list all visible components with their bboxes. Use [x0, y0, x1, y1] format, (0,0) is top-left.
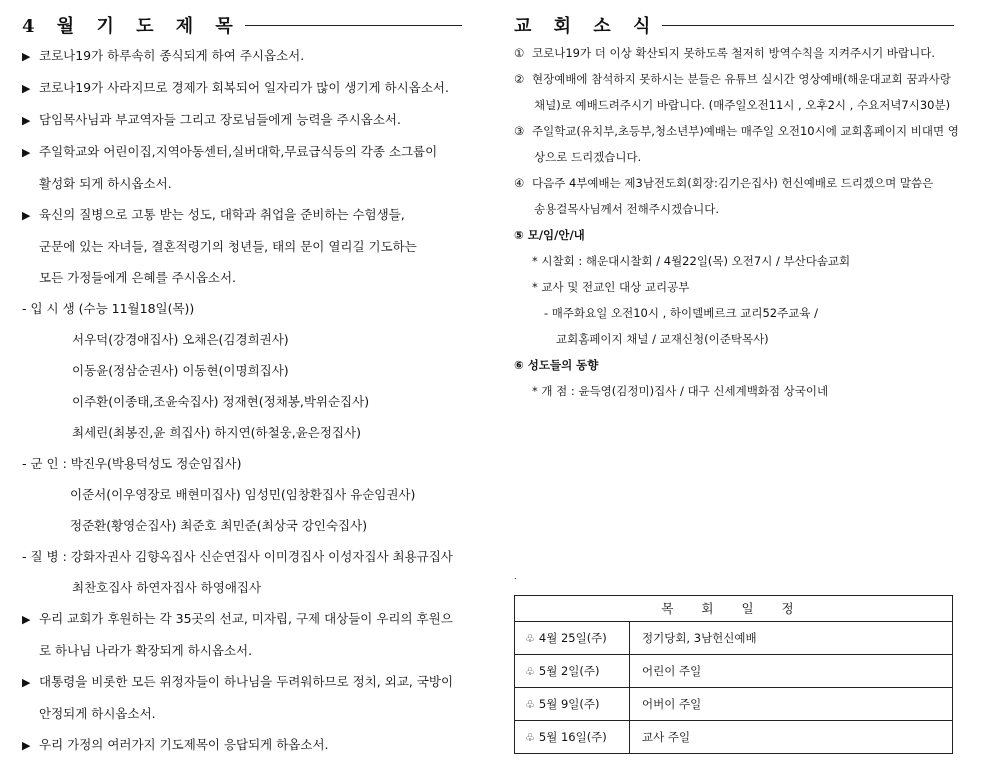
schedule-date-text: 5월 9일(주) — [538, 697, 600, 711]
schedule-row — [515, 720, 952, 753]
exam-student: 이주환(이종태,조윤숙집사) 정재현(정채봉,박위순집사) — [72, 394, 370, 409]
news-header — [514, 10, 954, 40]
news-list — [514, 40, 959, 222]
news-number: ④ — [514, 176, 525, 190]
news-title-rule — [662, 25, 954, 26]
prayer-item-text: 주일학교와 어린이집,지역아동센터,실버대학,무료급식등의 각종 소그룹이 — [39, 144, 438, 159]
prayer-list — [22, 40, 462, 293]
prayer-item — [22, 698, 462, 729]
schedule-table — [514, 595, 953, 754]
bullet-arrow-icon: ▶ — [22, 676, 31, 689]
bullet-arrow-icon: ▶ — [22, 146, 31, 159]
news-item — [514, 144, 954, 170]
prayer-item — [22, 231, 462, 262]
prayer-item — [22, 635, 462, 666]
prayer-item — [22, 666, 462, 698]
bullet-arrow-icon: ▶ — [22, 613, 31, 626]
schedule-event: 어버이 주일 — [642, 697, 702, 711]
prayer-item — [22, 199, 462, 231]
prayer-item-text: 코로나19가 하루속히 종식되게 하여 주시옵소서. — [39, 48, 305, 63]
soldier-names — [22, 479, 462, 541]
notice-title: ⑤ 모/임/안/내 — [514, 228, 585, 242]
schedule-row — [515, 687, 952, 720]
notice-item: * 교사 및 전교인 대상 교리공부 — [532, 280, 690, 294]
exam-label: - 입 시 생 (수능 11월18일(목)) — [22, 301, 195, 316]
prayer-title: 4 월 기 도 제 목 — [22, 16, 241, 37]
exam-student: 서우덕(강경애집사) 오채은(김경희권사) — [72, 332, 289, 347]
prayer-item-text: 안정되게 하시옵소서. — [39, 706, 156, 721]
exam-names — [22, 324, 462, 448]
prayer-item-text: 군문에 있는 자녀들, 결혼적령기의 청년들, 태의 문이 열리길 기도하는 — [39, 239, 417, 254]
members-item: * 개 점 : 윤득영(김정미)집사 / 대구 신세계백화점 상국이네 — [532, 384, 829, 398]
schedule-date-text: 5월 16일(주) — [538, 730, 607, 744]
news-number: ① — [514, 46, 525, 60]
prayer-item-text: 우리 가정의 여러가지 기도제목이 응답되게 하옵소서. — [39, 737, 329, 752]
news-item-text: 다음주 4부예배는 제3남전도회(회장:김기은집사) 헌신예배로 드리겠으며 말씀은 — [532, 176, 934, 190]
prayer-item — [22, 603, 462, 635]
bullet-arrow-icon: ▶ — [22, 82, 31, 95]
clover-icon: ♧ — [525, 631, 535, 645]
prayer-item — [22, 40, 462, 72]
soldier-name: 정준환(황영순집사) 최준호 최민준(최상국 강인숙집사) — [70, 518, 368, 533]
exam-student: 최세린(최봉진,윤 희집사) 하지연(하철웅,윤은정집사) — [72, 425, 361, 440]
schedule-event: 어린이 주일 — [642, 664, 702, 678]
news-item-text: 코로나19가 더 이상 확산되지 못하도록 철저히 방역수칙을 지켜주시기 바랍니다. — [532, 46, 936, 60]
schedule-date-text: 4월 25일(주) — [538, 631, 607, 645]
news-item-text: 채널)로 예배드려주시기 바랍니다. (매주일오전11시 , 오후2시 , 수요저녁7시30분) — [534, 98, 951, 112]
bullet-arrow-icon: ▶ — [22, 209, 31, 222]
prayer-header — [22, 10, 462, 40]
bullet-arrow-icon: ▶ — [22, 739, 31, 752]
members-title: ⑥ 성도들의 동향 — [514, 358, 599, 372]
news-section — [514, 10, 959, 404]
news-item — [514, 40, 954, 66]
schedule-date — [515, 655, 630, 687]
schedule-event: 교사 주일 — [642, 730, 691, 744]
notice-item: - 매주화요일 오전10시 , 하이델베르크 교리52주교육 / — [544, 306, 818, 320]
sick-names-cont: 최찬호집사 하연자집사 하영애집사 — [72, 580, 262, 595]
schedule-rows — [515, 622, 952, 753]
schedule-event: 정기당회, 3남헌신예배 — [642, 631, 757, 645]
news-title: 교 회 소 식 — [514, 16, 659, 37]
schedule-row — [515, 622, 952, 654]
schedule-date — [515, 688, 630, 720]
schedule-date-text: 5월 2일(주) — [538, 664, 600, 678]
prayer-item-text: 활성화 되게 하시옵소서. — [39, 176, 172, 191]
prayer-item-text: 우리 교회가 후원하는 각 35곳의 선교, 미자립, 구제 대상들이 우리의 후원으 — [39, 611, 453, 626]
prayer-item — [22, 104, 462, 136]
prayer-item — [22, 729, 462, 761]
news-item — [514, 66, 954, 92]
sick-label: - 질 병 : 강화자권사 김향옥집사 신순연집사 이미경집사 이성자집사 최용규집사 — [22, 549, 453, 564]
news-item-text: 주일학교(유치부,초등부,청소년부)예배는 매주일 오전10시에 교회홈페이지 비대면 영 — [532, 124, 959, 138]
prayer-item — [22, 136, 462, 168]
prayer-title-rule — [245, 25, 462, 26]
news-item — [514, 196, 954, 222]
notice-item: 교회홈페이지 채널 / 교재신청(이준탁목사) — [556, 332, 769, 346]
clover-icon: ♧ — [525, 697, 535, 711]
schedule-title: 목 회 일 정 — [515, 596, 952, 622]
schedule-date — [515, 721, 630, 753]
news-item — [514, 92, 954, 118]
stray-dot: . — [514, 572, 517, 581]
prayer-item-text: 육신의 질병으로 고통 받는 성도, 대학과 취업을 준비하는 수험생들, — [39, 207, 405, 222]
notice-item: * 시찰회 : 해운대시찰회 / 4월22일(목) 오전7시 / 부산다솜교회 — [532, 254, 851, 268]
prayer-item-text: 모든 가정들에게 은혜를 주시옵소서. — [39, 270, 237, 285]
news-item — [514, 170, 954, 196]
news-item-text: 송용걸목사님께서 전해주시겠습니다. — [534, 202, 720, 216]
bullet-arrow-icon: ▶ — [22, 114, 31, 127]
soldier-label: - 군 인 : 박진우(박용덕성도 정순임집사) — [22, 456, 242, 471]
news-item-text: 상으로 드리겠습니다. — [534, 150, 642, 164]
schedule-row — [515, 654, 952, 687]
prayer-item-text: 로 하나님 나라가 확장되게 하시옵소서. — [39, 643, 253, 658]
news-number: ② — [514, 72, 525, 86]
prayer-item-text: 대통령을 비롯한 모든 위정자들이 하나님을 두려워하므로 정치, 외교, 국방이 — [39, 674, 454, 689]
prayer-list-2 — [22, 603, 462, 761]
soldier-name: 이준서(이우영장로 배현미집사) 임성민(임창환집사 유순임권사) — [70, 487, 416, 502]
schedule-date — [515, 622, 630, 654]
news-item — [514, 118, 959, 144]
prayer-item — [22, 262, 462, 293]
news-item-text: 현장예배에 참석하지 못하시는 분들은 유튜브 실시간 영상예배(해운대교회 꿈과사랑 — [532, 72, 951, 86]
clover-icon: ♧ — [525, 664, 535, 678]
clover-icon: ♧ — [525, 730, 535, 744]
prayer-item — [22, 72, 462, 104]
prayer-section — [22, 10, 462, 761]
exam-student: 이동윤(정삼순권사) 이동현(이명희집사) — [72, 363, 289, 378]
prayer-item-text: 코로나19가 사라지므로 경제가 회복되어 일자리가 많이 생기게 하시옵소서. — [39, 80, 449, 95]
prayer-item-text: 담임목사님과 부교역자들 그리고 장로님들에게 능력을 주시옵소서. — [39, 112, 401, 127]
prayer-item — [22, 168, 462, 199]
news-number: ③ — [514, 124, 525, 138]
bullet-arrow-icon: ▶ — [22, 50, 31, 63]
